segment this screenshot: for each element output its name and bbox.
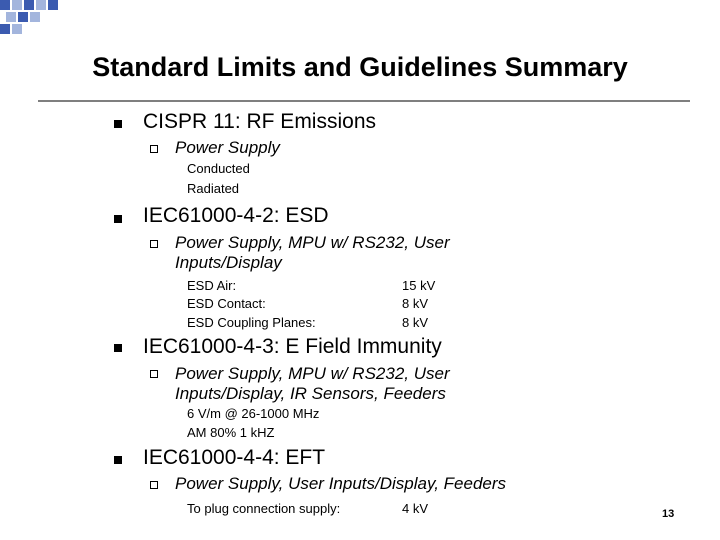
section-subheading-line: Power Supply, MPU w/ RS232, User <box>175 233 450 252</box>
section-heading: CISPR 11: RF Emissions <box>143 110 376 133</box>
list-item: Conducted <box>187 161 250 176</box>
list-item-value: 15 kV <box>402 278 436 293</box>
section-subheading-line: Power Supply, MPU w/ RS232, User <box>175 364 450 383</box>
decor-square <box>48 0 58 10</box>
section-subheading-line: Inputs/Display <box>175 253 282 272</box>
decor-square <box>36 0 46 10</box>
list-item: AM 80% 1 kHZ <box>187 425 275 440</box>
list-item-label: ESD Air: <box>187 278 237 293</box>
bullet-icon <box>114 120 122 128</box>
bullet-icon <box>114 215 122 223</box>
section-heading: IEC61000-4-4: EFT <box>143 446 326 469</box>
list-item-value: 8 kV <box>402 315 429 330</box>
list-item-value: 4 kV <box>402 501 429 516</box>
slide-title: Standard Limits and Guidelines Summary <box>92 52 628 82</box>
section-subheading: Power Supply <box>175 138 280 157</box>
decor-square <box>12 0 22 10</box>
list-item-label: ESD Contact: <box>187 296 266 311</box>
decor-square <box>24 0 34 10</box>
corner-decoration <box>0 0 60 36</box>
title-rule <box>38 100 690 102</box>
section-subheading: Power Supply, User Inputs/Display, Feeders <box>175 474 507 493</box>
checkbox-bullet-icon <box>150 370 158 378</box>
checkbox-bullet-icon <box>150 145 158 153</box>
bullet-icon <box>114 344 122 352</box>
decor-square <box>0 0 10 10</box>
list-item: Radiated <box>187 181 240 196</box>
decor-square <box>6 12 16 22</box>
section-subheading-line: Inputs/Display, IR Sensors, Feeders <box>175 384 446 403</box>
decor-square <box>18 12 28 22</box>
list-item-label: ESD Coupling Planes: <box>187 315 316 330</box>
decor-square <box>30 12 40 22</box>
page-number: 13 <box>662 508 675 520</box>
list-item-label: To plug connection supply: <box>187 501 341 516</box>
list-item-value: 8 kV <box>402 296 429 311</box>
checkbox-bullet-icon <box>150 240 158 248</box>
decor-square <box>12 24 22 34</box>
checkbox-bullet-icon <box>150 481 158 489</box>
list-item: 6 V/m @ 26-1000 MHz <box>187 406 320 421</box>
bullet-icon <box>114 456 122 464</box>
section-heading: IEC61000-4-2: ESD <box>143 204 329 227</box>
decor-square <box>0 24 10 34</box>
section-heading: IEC61000-4-3: E Field Immunity <box>143 335 442 358</box>
